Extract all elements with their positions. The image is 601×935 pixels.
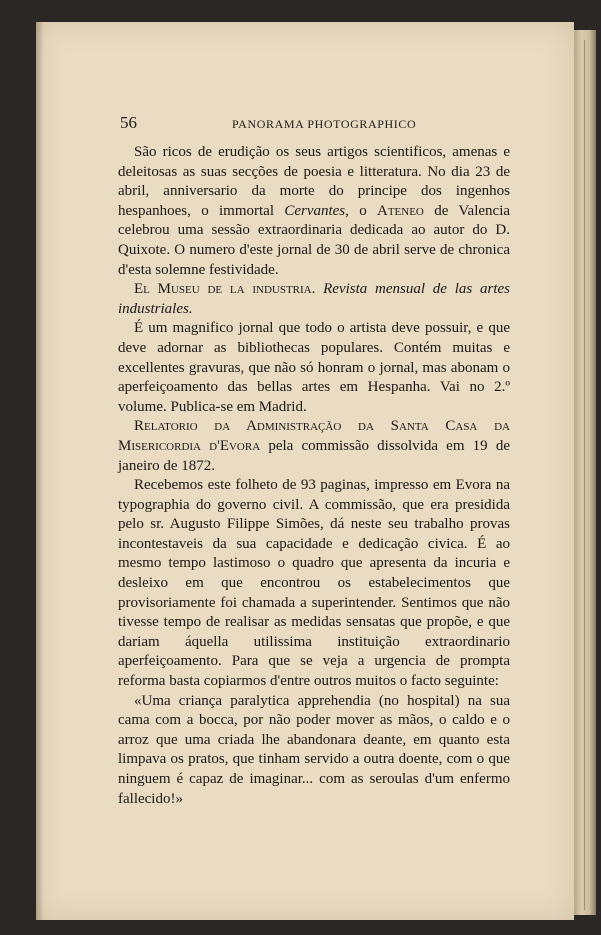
- smallcaps-museu: El Museu de la industria.: [134, 281, 316, 298]
- quote-paragraph: «Uma criança paralytica apprehendia (no hospital) na sua cama com a bocca, por não poder mover as mãos, o caldo e o arroz que uma criada lhe abandonara deante, em quanto esta limpava os pratos, que tinham servido a outra doente, com o que ninguem é capaz de imaginar... com as seroulas d'um enfermo fallecido!»: [118, 692, 510, 807]
- paragraph-text: pela commissão dissolvida em 19 de janeiro de 1872.: [118, 437, 511, 474]
- body-text: [118, 143, 510, 809]
- paragraph-relatorio: Recebemos este folheto de 93 paginas, impresso em Evora na typographia do governo civil. A commissão, que era presidida pelo sr. Augusto Filippe Simões, dá neste seu trabalho provas incontestaveis da sua capacidade e dedicação civica. É ao mesmo tempo lastimoso o quadro que apresenta da incuria e desleixo em que encontrou os estabelecimentos que provisoriamente foi chamada a superintender. Sentimos que não tivesse tempo de realisar as medidas sensatas que propõe, e que dariam áquella utilissima instituição extraordinario aperfeiçoamento. Para que se veja a urgencia de prompta reforma basta copiarmos d'entre outros muitos o facto seguinte:: [118, 477, 510, 690]
- paragraph-text: de Valencia celebrou uma sessão extraordinaria dedicada ao autor do D. Quixote. O numero d'este jornal de 30 de abril serve de chronica d'esta solemne festividade.: [118, 202, 511, 278]
- paragraph-text: o: [348, 202, 377, 219]
- paragraph-text: São ricos de erudição os seus artigos scientificos, amenas e deleitosas as suas secções de poesia e litteratura. No dia 23 de abril, anniversario da morte do principe dos ingenhos hespanhoes, o immortal: [118, 144, 510, 219]
- page-edge-line: [584, 40, 585, 910]
- paragraph-museu: É um magnifico jornal que todo o artista deve possuir, e que deve adornar as bibliothecas populares. Contém muitas e excellentes gravuras, que não só honram o jornal, mas abonam o aperfeiçoamento das bellas artes em Hespanha. Vai no 2.º volume. Publica-se em Madrid.: [118, 320, 510, 415]
- book-page-edge: [574, 30, 596, 915]
- binding-shadow: [36, 22, 44, 920]
- smallcaps-ateneo: Ateneo: [377, 202, 424, 219]
- running-title: PANORAMA PHOTOGRAPHICO: [232, 117, 417, 131]
- smallcaps-relatorio: Relatorio da Administração da Santa Casa da Misericordia d'Evora: [118, 418, 510, 454]
- paragraph-cervantes: [118, 143, 510, 280]
- italic-cervantes: Cervantes,: [284, 202, 349, 219]
- entry-relatorio-title: [118, 417, 510, 476]
- italic-revista: Revista mensual de las artes industriales.: [118, 281, 510, 317]
- page-header: [120, 113, 515, 137]
- entry-museu-title: [118, 280, 510, 319]
- page-number: 56: [120, 113, 137, 132]
